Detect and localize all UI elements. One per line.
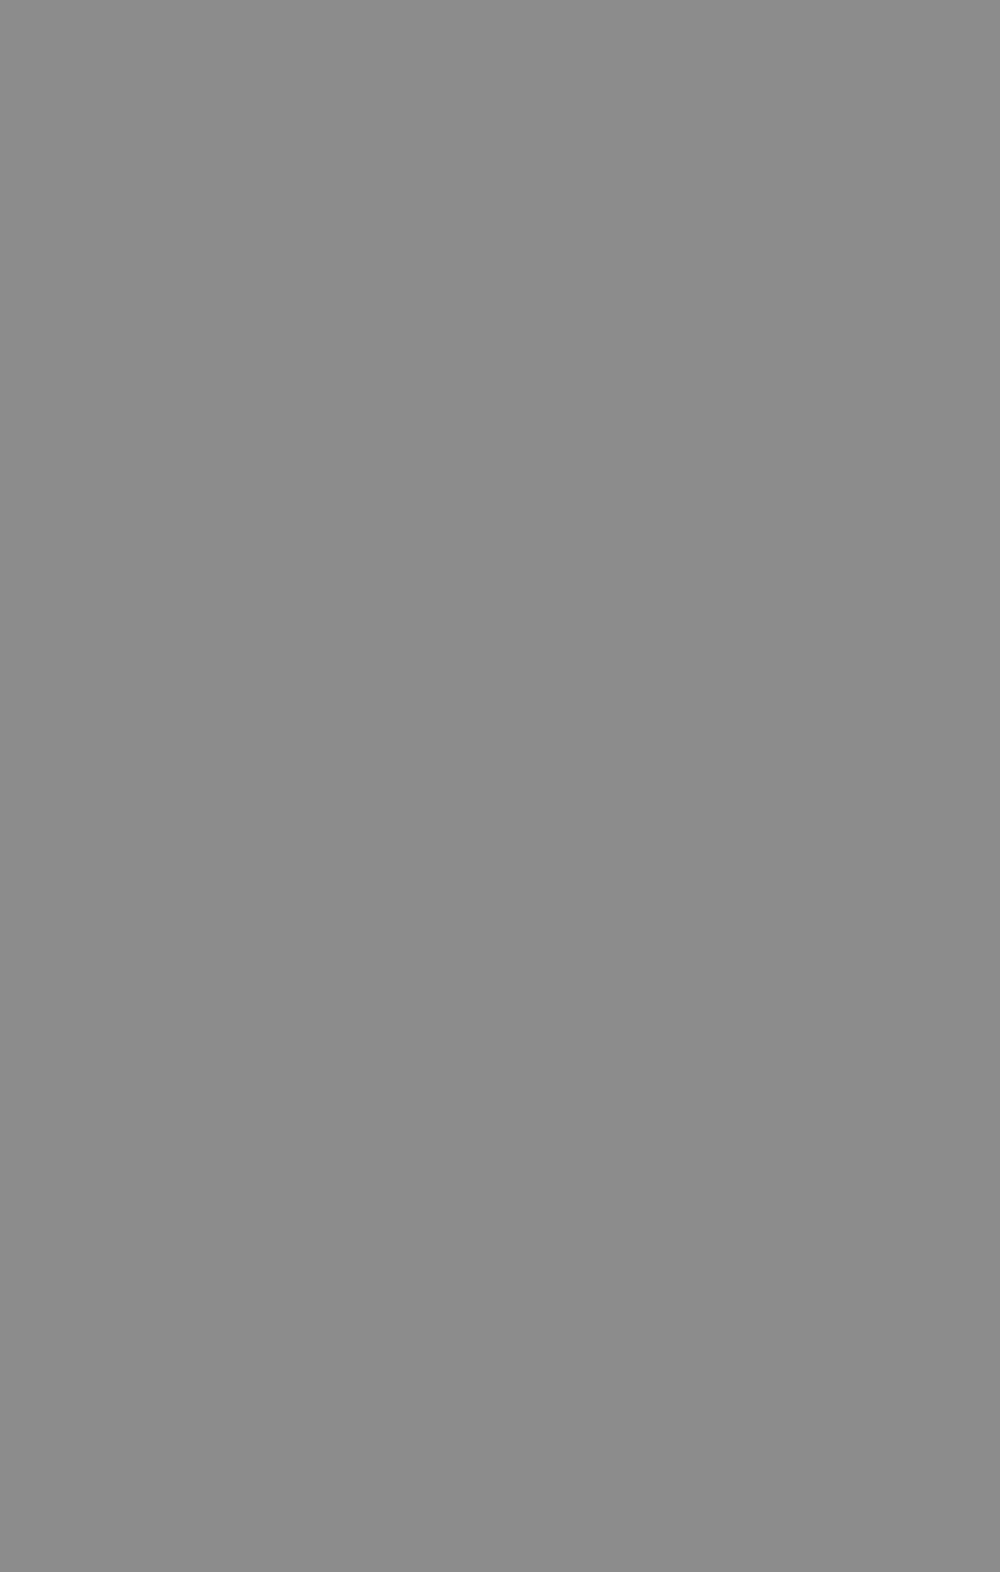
main-text: [67, 112, 943, 116]
page-header: [67, 44, 940, 84]
